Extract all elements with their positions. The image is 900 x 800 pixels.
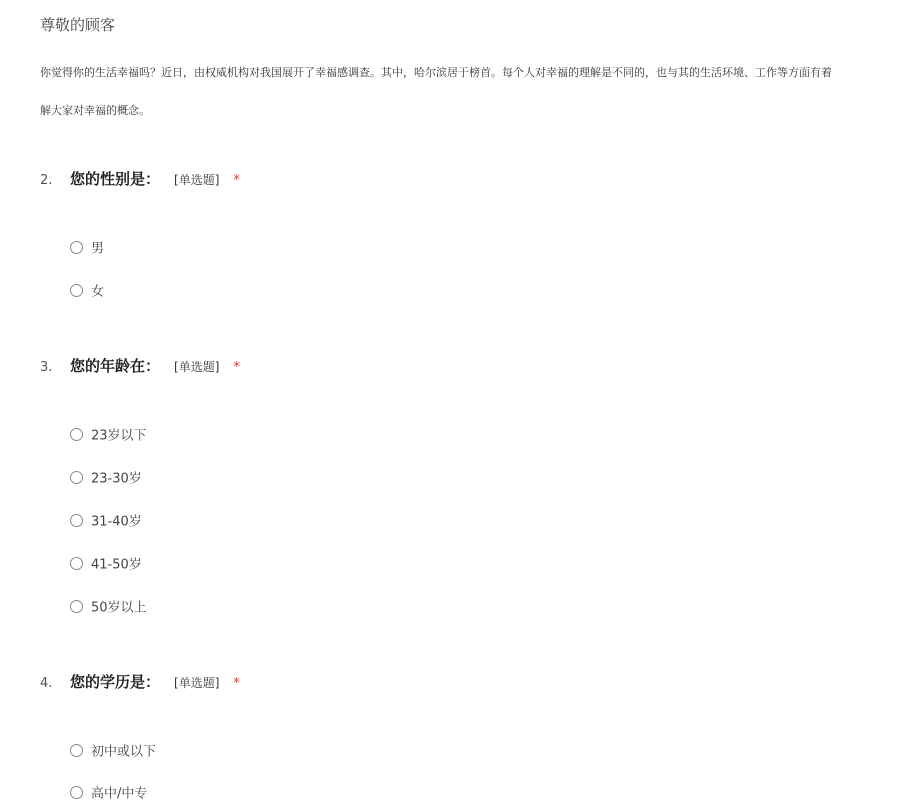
question-title: 您的学历是： [70, 673, 161, 691]
question-title: 您的性别是： [70, 170, 161, 188]
option-age-under-23[interactable] [70, 426, 147, 446]
radio-circle-icon[interactable] [70, 557, 83, 570]
question-type: [单选题] [174, 676, 220, 690]
option-label: 31-40岁 [91, 514, 142, 530]
option-label: 41-50岁 [91, 557, 142, 573]
survey-intro [40, 54, 900, 130]
question-number: 2. [40, 173, 53, 188]
question-title: 您的年龄在： [70, 357, 161, 375]
option-gender-female[interactable] [70, 282, 104, 302]
radio-circle-icon[interactable] [70, 284, 83, 297]
radio-circle-icon[interactable] [70, 744, 83, 757]
radio-circle-icon[interactable] [70, 241, 83, 254]
intro-line: 解大家对幸福的概念。 [40, 104, 150, 117]
option-label: 初中或以下 [91, 744, 157, 760]
question-number: 3. [40, 360, 53, 375]
option-label: 50岁以上 [91, 600, 147, 616]
greeting: 尊敬的顾客 [40, 16, 116, 34]
option-age-31-40[interactable] [70, 512, 142, 532]
option-label: 23岁以下 [91, 428, 147, 444]
question-type: [单选题] [174, 173, 220, 187]
required-marker: * [233, 173, 240, 188]
question-number: 4. [40, 676, 53, 691]
intro-line: 你觉得你的生活幸福吗？近日，由权威机构对我国展开了幸福感调查。其中，哈尔滨居于榜首。每个人对幸福的理解是不同的，也与其的生活环境、工作等方面有着 [40, 66, 832, 79]
option-age-23-30[interactable] [70, 469, 142, 489]
question-type: [单选题] [174, 360, 220, 374]
radio-circle-icon[interactable] [70, 786, 83, 799]
option-label: 23-30岁 [91, 471, 142, 487]
question-gender [40, 167, 240, 191]
required-marker: * [233, 360, 240, 375]
option-age-41-50[interactable] [70, 555, 142, 575]
option-education-junior-high[interactable] [70, 742, 156, 762]
option-label: 女 [91, 284, 105, 300]
option-education-high-school[interactable] [70, 784, 147, 800]
option-age-over-50[interactable] [70, 598, 147, 618]
option-label: 高中/中专 [91, 786, 148, 800]
option-label: 男 [91, 241, 105, 257]
question-education [40, 670, 240, 694]
radio-circle-icon[interactable] [70, 428, 83, 441]
required-marker: * [233, 676, 240, 691]
radio-circle-icon[interactable] [70, 514, 83, 527]
radio-circle-icon[interactable] [70, 471, 83, 484]
question-age [40, 354, 240, 378]
option-gender-male[interactable] [70, 239, 104, 259]
radio-circle-icon[interactable] [70, 600, 83, 613]
